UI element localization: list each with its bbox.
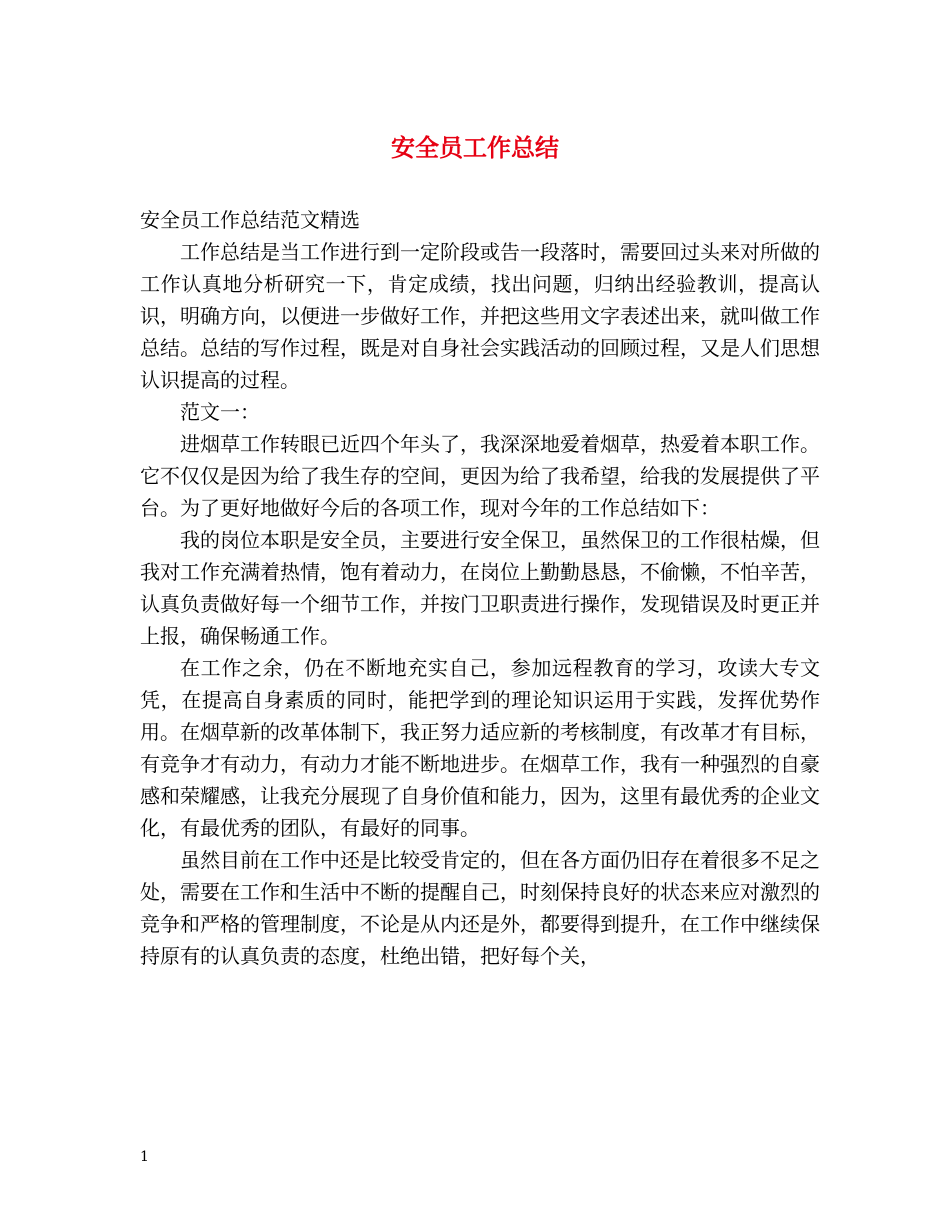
section-heading: 范文一： — [180, 400, 260, 424]
body-paragraph: 我的岗位本职是安全员，主要进行安全保卫，虽然保卫的工作很枯燥，但我对工作充满着热情，饱有着动力，在岗位上勤勤恳恳，不偷懒，不怕辛苦，认真负责做好每一个细节工作，并按门卫职责进行操作，发现错误及时更正并上报，确保畅通工作。 — [140, 528, 820, 648]
document-subtitle: 安全员工作总结范文精选 — [140, 208, 360, 232]
body-paragraph: 进烟草工作转眼已近四个年头了，我深深地爱着烟草，热爱着本职工作。它不仅仅是因为给了我生存的空间，更因为给了我希望，给我的发展提供了平台。为了更好地做好今后的各项工作，现对今年的工作总结如下： — [140, 432, 820, 520]
body-paragraph: 虽然目前在工作中还是比较受肯定的，但在各方面仍旧存在着很多不足之处，需要在工作和生活中不断的提醒自己，时刻保持良好的状态来应对激烈的竞争和严格的管理制度，不论是从内还是外，都要得到提升，在工作中继续保持原有的认真负责的态度，杜绝出错，把好每个关， — [140, 848, 820, 968]
body-paragraph: 在工作之余，仍在不断地充实自己，参加远程教育的学习，攻读大专文凭，在提高自身素质的同时，能把学到的理论知识运用于实践，发挥优势作用。在烟草新的改革体制下，我正努力适应新的考核制度，有改革才有目标，有竞争才有动力，有动力才能不断地进步。在烟草工作，我有一种强烈的自豪感和荣耀感，让我充分展现了自身价值和能力，因为，这里有最优秀的企业文化，有最优秀的团队，有最好的同事。 — [140, 656, 820, 840]
page-number: 1 — [140, 1149, 149, 1165]
document-body — [140, 204, 820, 972]
document-title: 安全员工作总结 — [391, 134, 559, 162]
body-paragraph: 工作总结是当工作进行到一定阶段或告一段落时，需要回过头来对所做的工作认真地分析研究一下，肯定成绩，找出问题，归纳出经验教训，提高认识，明确方向，以便进一步做好工作，并把这些用文字表述出来，就叫做工作总结。总结的写作过程，既是对自身社会实践活动的回顾过程，又是人们思想认识提高的过程。 — [140, 240, 820, 392]
